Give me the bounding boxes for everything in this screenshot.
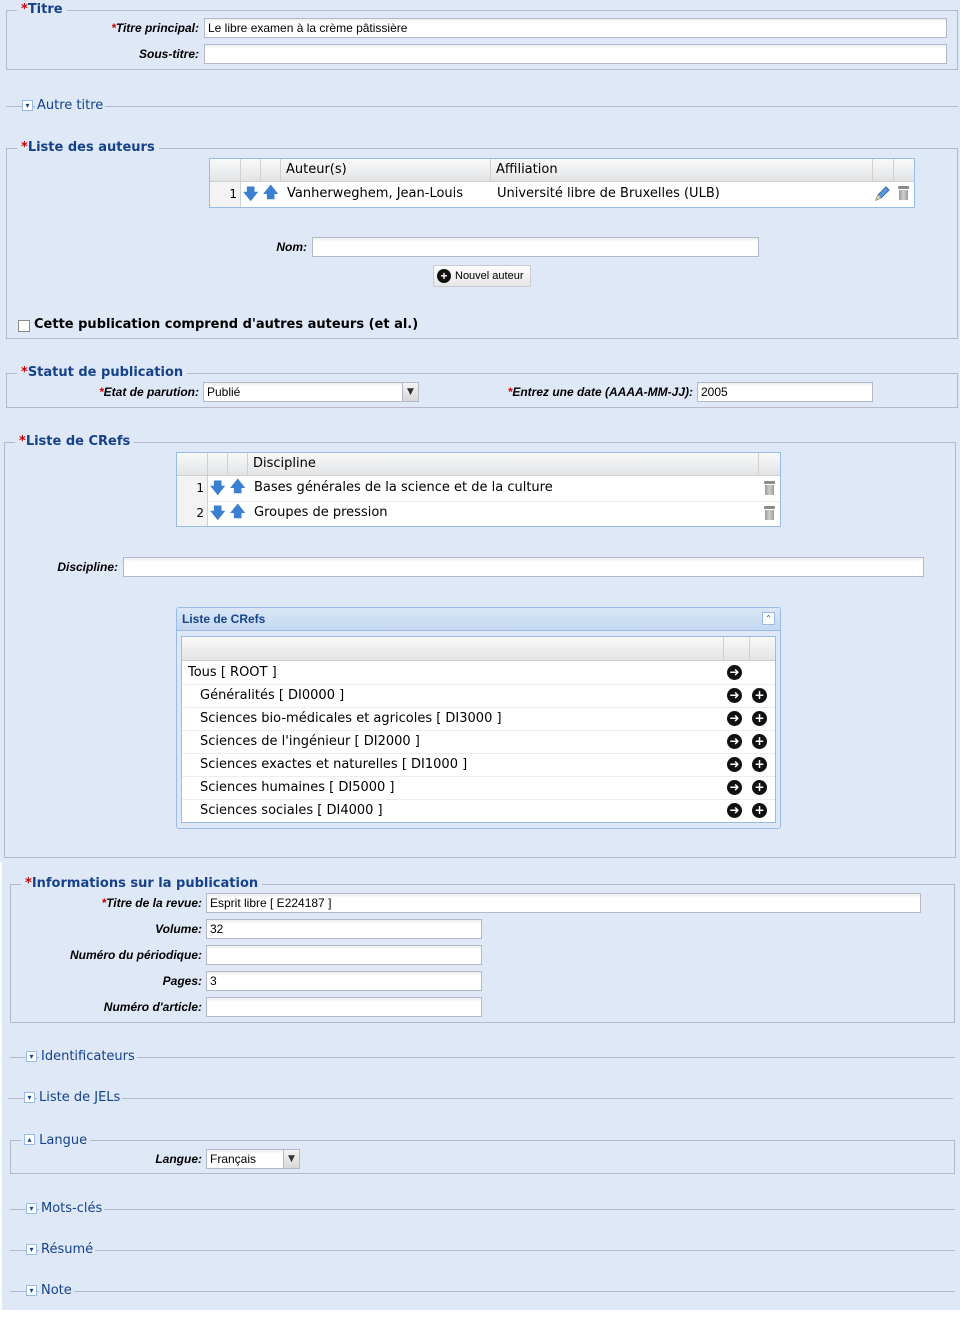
note-header[interactable]: Note (41, 1283, 72, 1298)
chevron-up-icon[interactable]: ▴ (24, 1134, 35, 1145)
affiliation-column-header[interactable]: Affiliation (491, 159, 873, 181)
chevron-down-icon[interactable]: ▾ (26, 1051, 37, 1062)
autre-titre-section (6, 99, 958, 113)
discipline-cell: Groupes de pression (254, 505, 388, 520)
motscles-section (10, 1202, 955, 1216)
collapse-up-icon[interactable]: ⌃ (762, 612, 775, 625)
etat-parution-label: *Etat de parution: (98, 385, 199, 399)
tree-row[interactable] (182, 730, 775, 754)
edit-pencil-icon[interactable] (874, 186, 892, 202)
langue-select[interactable]: Français (206, 1149, 284, 1169)
auteur-cell: Vanherweghem, Jean-Louis (287, 186, 464, 201)
auteurs-grid-header (210, 159, 914, 182)
resume-header[interactable]: Résumé (41, 1242, 94, 1257)
pages-input[interactable]: 3 (206, 971, 482, 991)
langue-legend: ▴ Langue (21, 1133, 90, 1148)
move-up-icon[interactable]: 🡅 (230, 502, 246, 520)
move-down-icon[interactable]: 🡇 (243, 185, 259, 203)
crefs-legend: *Liste de CRefs (15, 434, 134, 450)
discipline-column-header[interactable]: Discipline (248, 453, 759, 475)
statut-legend: *Statut de publication (17, 365, 187, 381)
affiliation-cell: Université libre de Bruxelles (ULB) (497, 186, 720, 201)
delete-trash-icon[interactable] (764, 506, 775, 520)
crefs-tree (181, 636, 776, 823)
autre-titre-header[interactable]: Autre titre (37, 98, 104, 113)
numero-periodique-label: Numéro du périodique: (70, 948, 202, 962)
crefs-grid-header (177, 453, 780, 476)
move-down-icon[interactable]: 🡇 (210, 504, 226, 522)
identificateurs-section (10, 1050, 955, 1064)
sous-titre-label: Sous-titre: (139, 47, 199, 61)
tree-row[interactable] (182, 684, 775, 708)
row-number: 1 (177, 476, 208, 501)
plus-icon[interactable]: + (752, 780, 767, 795)
numero-article-label: Numéro d'article: (103, 1000, 202, 1014)
motscles-header[interactable]: Mots-clés (41, 1201, 103, 1216)
titre-principal-label: *Titre principal: (111, 21, 199, 35)
arrow-right-icon[interactable]: ➜ (727, 780, 742, 795)
table-row[interactable] (177, 501, 780, 526)
titre-revue-label: *Titre de la revue: (101, 896, 202, 910)
sous-titre-input[interactable] (204, 44, 947, 64)
tree-row-label: Sciences exactes et naturelles [ DI1000 ] (200, 757, 468, 772)
note-section (10, 1284, 955, 1298)
chevron-down-icon[interactable]: ▾ (26, 1203, 37, 1214)
identificateurs-header[interactable]: Identificateurs (41, 1049, 135, 1064)
plus-icon[interactable]: + (752, 757, 767, 772)
tree-row-label: Sciences bio-médicales et agricoles [ DI3000 ] (200, 711, 502, 726)
delete-trash-icon[interactable] (898, 186, 909, 200)
discipline-label: Discipline: (57, 560, 118, 574)
chevron-down-icon[interactable]: ▾ (26, 1285, 37, 1296)
chevron-down-icon[interactable]: ▼ (402, 382, 419, 402)
titre-principal-input[interactable]: Le libre examen à la crème pâtissière (204, 18, 947, 38)
pages-label: Pages: (162, 974, 202, 988)
row-number: 2 (177, 501, 208, 526)
move-up-icon[interactable]: 🡅 (230, 477, 246, 495)
plus-icon[interactable]: + (752, 734, 767, 749)
chevron-down-icon[interactable]: ▼ (283, 1149, 300, 1169)
table-row[interactable] (210, 182, 914, 207)
move-up-icon[interactable]: 🡅 (263, 183, 279, 201)
tree-row-label: Sciences sociales [ DI4000 ] (200, 803, 383, 818)
arrow-right-icon[interactable]: ➜ (727, 734, 742, 749)
table-row[interactable] (177, 476, 780, 502)
tree-row[interactable] (182, 707, 775, 731)
auteurs-column-header[interactable]: Auteur(s) (281, 159, 491, 181)
jels-header[interactable]: Liste de JELs (39, 1090, 121, 1105)
plus-icon: + (437, 269, 451, 283)
infos-legend: *Informations sur la publication (21, 876, 262, 892)
auteurs-grid (209, 158, 915, 208)
tree-row[interactable] (182, 753, 775, 777)
volume-label: Volume: (155, 922, 202, 936)
tree-row-label: Sciences humaines [ DI5000 ] (200, 780, 395, 795)
move-down-icon[interactable]: 🡇 (210, 479, 226, 497)
crefs-tree-title: Liste de CRefs (182, 612, 266, 626)
arrow-right-icon[interactable]: ➜ (727, 757, 742, 772)
tree-row[interactable] (182, 799, 775, 822)
arrow-right-icon[interactable]: ➜ (727, 688, 742, 703)
crefs-tree-header (177, 608, 780, 631)
row-number: 1 (210, 182, 241, 207)
langue-fieldset (10, 1133, 955, 1174)
numero-periodique-input[interactable] (206, 945, 482, 965)
chevron-down-icon[interactable]: ▾ (22, 100, 33, 111)
volume-input[interactable]: 32 (206, 919, 482, 939)
auteurs-legend: *Liste des auteurs (17, 140, 159, 156)
titre-revue-input[interactable]: Esprit libre [ E224187 ] (206, 893, 921, 913)
tree-row-label: Sciences de l'ingénieur [ DI2000 ] (200, 734, 420, 749)
plus-icon[interactable]: + (752, 688, 767, 703)
titre-legend: *Titre (17, 2, 67, 18)
arrow-right-icon[interactable]: ➜ (727, 665, 742, 680)
arrow-right-icon[interactable]: ➜ (727, 711, 742, 726)
discipline-cell: Bases générales de la science et de la culture (254, 480, 553, 495)
et-al-checkbox[interactable] (18, 320, 30, 332)
tree-row[interactable] (182, 661, 775, 685)
arrow-right-icon[interactable]: ➜ (727, 803, 742, 818)
date-label: *Entrez une date (AAAA-MM-JJ): (507, 385, 693, 399)
date-input[interactable]: 2005 (697, 382, 873, 402)
tree-row-label: Tous [ ROOT ] (188, 665, 277, 680)
et-al-label[interactable]: Cette publication comprend d'autres auteurs (et al.) (34, 317, 419, 332)
crefs-grid (176, 452, 781, 527)
crefs-tree-colheader (182, 637, 775, 661)
delete-trash-icon[interactable] (764, 481, 775, 495)
plus-icon[interactable]: + (752, 803, 767, 818)
chevron-down-icon[interactable]: ▾ (24, 1092, 35, 1103)
langue-label: Langue: (155, 1152, 202, 1166)
jels-section (8, 1091, 953, 1105)
nom-label: Nom: (276, 240, 307, 254)
tree-row-label: Généralités [ DI0000 ] (200, 688, 345, 703)
nom-input[interactable] (312, 237, 759, 257)
nouvel-auteur-button[interactable]: + Nouvel auteur (433, 265, 531, 287)
chevron-down-icon[interactable]: ▾ (26, 1244, 37, 1255)
resume-section (10, 1243, 955, 1257)
etat-parution-select[interactable]: Publié (203, 382, 403, 402)
numero-article-input[interactable] (206, 997, 482, 1017)
discipline-input[interactable] (123, 557, 924, 577)
plus-icon[interactable]: + (752, 711, 767, 726)
tree-row[interactable] (182, 776, 775, 800)
